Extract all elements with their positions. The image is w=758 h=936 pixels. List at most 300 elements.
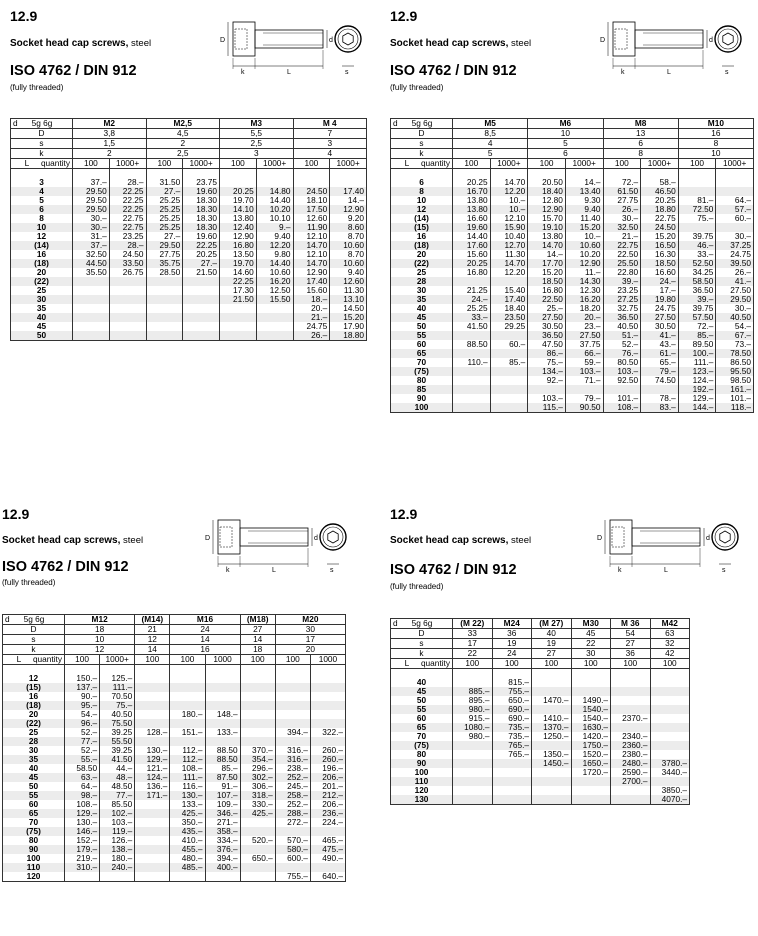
price-cell: 20.50 xyxy=(528,178,566,187)
standard-label: ISO 4762 / DIN 912 xyxy=(390,562,517,578)
price-cell: 108.– xyxy=(170,764,205,773)
size-header-row xyxy=(3,615,346,625)
price-row xyxy=(391,277,754,286)
price-cell: 23.25 xyxy=(603,286,641,295)
dimension-value: 21 xyxy=(135,625,170,635)
price-cell: 30.– xyxy=(716,304,754,313)
price-cell xyxy=(532,768,572,777)
price-cell: 61.– xyxy=(641,349,679,358)
price-row xyxy=(11,304,367,313)
price-cell: 63.– xyxy=(65,773,100,782)
price-cell xyxy=(100,872,135,882)
price-cell: 134.– xyxy=(528,367,566,376)
price-cell: 75.– xyxy=(100,701,135,710)
price-cell: 64.– xyxy=(716,196,754,205)
price-cell: 735.– xyxy=(492,732,532,741)
price-cell: 1630.– xyxy=(571,723,611,732)
price-row xyxy=(391,786,690,795)
spacer-cell xyxy=(716,169,754,179)
price-cell: 17.70 xyxy=(528,259,566,268)
price-cell xyxy=(205,692,240,701)
price-cell: 15.20 xyxy=(330,313,367,322)
price-cell xyxy=(135,800,170,809)
price-cell: 28.50 xyxy=(146,268,183,277)
length-cell: 50 xyxy=(11,331,73,341)
length-cell: 55 xyxy=(391,331,453,340)
price-cell: 18.20 xyxy=(565,304,603,313)
price-cell xyxy=(571,678,611,687)
price-cell xyxy=(109,322,146,331)
price-cell: 88.50 xyxy=(205,755,240,764)
price-cell: 129.– xyxy=(135,755,170,764)
dimension-value: 33 xyxy=(453,629,493,639)
length-cell: 60 xyxy=(3,800,65,809)
price-row xyxy=(391,795,690,805)
price-row xyxy=(391,322,754,331)
spacer-cell xyxy=(391,169,453,179)
price-cell xyxy=(275,683,310,692)
price-cell xyxy=(170,692,205,701)
length-cell: (18) xyxy=(391,241,453,250)
price-cell: 1540.– xyxy=(571,705,611,714)
grade-label: 12.9 xyxy=(390,8,418,24)
price-cell xyxy=(678,178,716,187)
price-cell: 2370.– xyxy=(611,714,651,723)
spacer-cell xyxy=(205,665,240,675)
quantity-label-cell: L quantity xyxy=(391,659,453,669)
price-cell: 27.50 xyxy=(641,313,679,322)
price-cell xyxy=(310,719,345,728)
price-cell: 39.25 xyxy=(100,728,135,737)
length-cell: 80 xyxy=(391,750,453,759)
price-cell: 12.90 xyxy=(220,232,257,241)
price-cell: 260.– xyxy=(310,755,345,764)
price-cell xyxy=(146,277,183,286)
dimension-value: 45 xyxy=(571,629,611,639)
length-cell: 130 xyxy=(391,795,453,805)
price-cell: 18.50 xyxy=(528,277,566,286)
price-row xyxy=(391,376,754,385)
price-cell xyxy=(135,683,170,692)
price-cell: 52.– xyxy=(603,340,641,349)
price-cell: 22.25 xyxy=(220,277,257,286)
price-cell: 915.– xyxy=(453,714,493,723)
price-cell xyxy=(135,719,170,728)
price-cell xyxy=(310,701,345,710)
dimension-row-s xyxy=(11,139,367,149)
price-row xyxy=(11,277,367,286)
price-cell: 14.– xyxy=(528,250,566,259)
quantity-value: 1000+ xyxy=(716,159,754,169)
price-cell xyxy=(170,683,205,692)
price-cell: 1750.– xyxy=(571,741,611,750)
price-cell xyxy=(183,277,220,286)
price-cell: 25.25 xyxy=(146,196,183,205)
price-cell: 12.90 xyxy=(330,205,367,214)
length-cell: 40 xyxy=(391,678,453,687)
price-cell: 2380.– xyxy=(611,750,651,759)
dimension-value: 30 xyxy=(275,625,345,635)
dimension-label: s xyxy=(391,639,453,649)
price-cell: 101.– xyxy=(603,394,641,403)
dim-L-label: L xyxy=(667,69,671,76)
price-cell: 130.– xyxy=(135,746,170,755)
price-cell: 650.– xyxy=(240,854,275,863)
screw-diagram xyxy=(590,512,740,574)
spacer-cell xyxy=(100,665,135,675)
price-cell: 112.– xyxy=(170,755,205,764)
price-row xyxy=(11,313,367,322)
length-cell: 20 xyxy=(3,710,65,719)
price-cell: 14.40 xyxy=(256,196,293,205)
price-cell: 125.– xyxy=(100,674,135,683)
price-cell: 85.– xyxy=(678,331,716,340)
dimension-value: 24 xyxy=(492,649,532,659)
price-cell: 2590.– xyxy=(611,768,651,777)
price-cell xyxy=(275,719,310,728)
price-row xyxy=(391,196,754,205)
price-cell: 90.50 xyxy=(565,403,603,413)
price-row xyxy=(391,777,690,786)
price-cell: 111.– xyxy=(100,683,135,692)
dim-d-label: d xyxy=(314,535,318,542)
price-cell: 43.– xyxy=(641,340,679,349)
price-cell xyxy=(490,367,528,376)
price-row xyxy=(391,214,754,223)
spacer-cell xyxy=(256,169,293,179)
dimension-label: D xyxy=(391,129,453,139)
price-cell: 9.– xyxy=(256,223,293,232)
price-cell: 98.50 xyxy=(716,376,754,385)
dimension-label: D xyxy=(3,625,65,635)
thread-note: (fully threaded) xyxy=(10,83,64,92)
dim-s-label: s xyxy=(725,69,729,76)
price-cell xyxy=(183,304,220,313)
dim-D-label: D xyxy=(597,535,603,542)
screw-drawing xyxy=(198,512,348,579)
price-cell: 2340.– xyxy=(611,732,651,741)
price-row xyxy=(3,836,346,845)
price-cell: 39.– xyxy=(603,277,641,286)
dimension-label: D xyxy=(391,629,453,639)
dim-d-label: d xyxy=(5,614,10,624)
price-cell: 12.60 xyxy=(293,214,330,223)
price-cell xyxy=(490,403,528,413)
price-cell: 52.– xyxy=(65,728,100,737)
price-cell: 136.– xyxy=(135,782,170,791)
price-row xyxy=(3,818,346,827)
price-cell: 334.– xyxy=(205,836,240,845)
price-cell: 10.10 xyxy=(256,214,293,223)
length-cell: (15) xyxy=(3,683,65,692)
price-cell: 201.– xyxy=(310,782,345,791)
price-cell: 425.– xyxy=(170,809,205,818)
price-cell xyxy=(650,678,690,687)
price-cell: 755.– xyxy=(492,687,532,696)
length-cell: 65 xyxy=(3,809,65,818)
dim-d-label: d xyxy=(706,535,710,542)
price-cell xyxy=(611,678,651,687)
spacer-cell xyxy=(611,669,651,679)
price-cell: 20.25 xyxy=(453,259,491,268)
spacer-cell xyxy=(641,169,679,179)
price-cell: 3850.– xyxy=(650,786,690,795)
price-cell: 27.75 xyxy=(603,196,641,205)
price-cell xyxy=(109,313,146,322)
price-row xyxy=(11,268,367,277)
price-cell: 88.50 xyxy=(453,340,491,349)
price-cell: 12.70 xyxy=(490,241,528,250)
spacer-cell xyxy=(492,669,532,679)
price-cell: 85.50 xyxy=(100,800,135,809)
price-cell xyxy=(275,737,310,746)
price-cell xyxy=(532,741,572,750)
price-cell: 37.75 xyxy=(565,340,603,349)
dimension-label: k xyxy=(391,149,453,159)
price-row xyxy=(11,214,367,223)
dimension-value: 8,5 xyxy=(453,129,528,139)
price-cell: 72.– xyxy=(603,178,641,187)
dimension-value: 14 xyxy=(170,635,240,645)
spacer-cell xyxy=(678,169,716,179)
price-cell: 44.– xyxy=(100,764,135,773)
dimension-value: 5 xyxy=(453,149,528,159)
price-cell: 20.25 xyxy=(183,250,220,259)
size-header: M20 xyxy=(275,615,345,625)
price-cell xyxy=(310,737,345,746)
price-cell: 33.– xyxy=(453,313,491,322)
price-cell xyxy=(240,683,275,692)
price-cell: 10.20 xyxy=(565,250,603,259)
price-cell xyxy=(135,818,170,827)
price-cell: 36.50 xyxy=(528,331,566,340)
price-cell: 92.50 xyxy=(603,376,641,385)
price-cell xyxy=(453,768,493,777)
price-cell: 54.– xyxy=(65,710,100,719)
price-cell: 138.– xyxy=(100,845,135,854)
price-cell: 20.25 xyxy=(641,196,679,205)
price-cell: 12.40 xyxy=(220,223,257,232)
size-header: M6 xyxy=(528,119,603,129)
dimension-value: 2,5 xyxy=(146,149,220,159)
price-cell: 91.– xyxy=(205,782,240,791)
price-cell: 425.– xyxy=(240,809,275,818)
price-cell: 107.– xyxy=(205,791,240,800)
price-cell: 1450.– xyxy=(532,759,572,768)
price-row xyxy=(3,764,346,773)
price-cell: 150.– xyxy=(65,674,100,683)
price-row xyxy=(3,674,346,683)
price-cell: 480.– xyxy=(170,854,205,863)
price-cell: 410.– xyxy=(170,836,205,845)
price-cell xyxy=(650,741,690,750)
price-cell xyxy=(310,863,345,872)
price-row xyxy=(3,755,346,764)
price-cell: 15.50 xyxy=(256,295,293,304)
quantity-value: 1000+ xyxy=(256,159,293,169)
price-cell: 66.– xyxy=(565,349,603,358)
spacer-row xyxy=(391,669,690,679)
price-cell xyxy=(532,777,572,786)
price-cell: 96.– xyxy=(65,719,100,728)
price-row xyxy=(3,710,346,719)
price-row xyxy=(3,845,346,854)
spacer-cell xyxy=(532,669,572,679)
length-cell: 65 xyxy=(391,349,453,358)
price-cell xyxy=(293,178,330,187)
price-cell xyxy=(135,710,170,719)
price-cell: 19.80 xyxy=(641,295,679,304)
dim-d-label: d xyxy=(393,118,398,128)
price-cell: 24.75 xyxy=(716,250,754,259)
price-row xyxy=(391,268,754,277)
price-cell: 58.– xyxy=(641,178,679,187)
price-cell: 21.50 xyxy=(220,295,257,304)
price-cell: 28.– xyxy=(109,241,146,250)
price-row xyxy=(391,705,690,714)
price-cell: 322.– xyxy=(310,728,345,737)
dimension-row-k xyxy=(3,645,346,655)
price-cell xyxy=(109,295,146,304)
quantity-value: 100 xyxy=(135,655,170,665)
price-cell: 20.25 xyxy=(453,178,491,187)
price-cell xyxy=(650,687,690,696)
price-cell: 22.75 xyxy=(641,214,679,223)
length-cell: 12 xyxy=(3,674,65,683)
price-cell xyxy=(205,719,240,728)
price-cell: 258.– xyxy=(275,791,310,800)
length-cell: 40 xyxy=(3,764,65,773)
price-cell xyxy=(453,786,493,795)
length-cell: 120 xyxy=(391,786,453,795)
dim-D-label: D xyxy=(205,535,211,542)
price-cell xyxy=(73,313,110,322)
price-cell: 161.– xyxy=(716,385,754,394)
price-cell: 19.60 xyxy=(183,232,220,241)
price-cell xyxy=(571,795,611,805)
price-cell: 11.90 xyxy=(293,223,330,232)
price-cell: 37.– xyxy=(73,241,110,250)
dimension-value: 6 xyxy=(603,139,678,149)
price-cell xyxy=(453,349,491,358)
price-cell: 39.75 xyxy=(678,232,716,241)
price-cell: 133.– xyxy=(170,800,205,809)
price-row xyxy=(391,741,690,750)
length-cell: 45 xyxy=(391,313,453,322)
dimension-value: 18 xyxy=(240,645,275,655)
price-cell: 490.– xyxy=(310,854,345,863)
price-cell xyxy=(146,313,183,322)
price-cell: 11.30 xyxy=(490,250,528,259)
price-cell xyxy=(532,795,572,805)
price-cell xyxy=(275,863,310,872)
price-cell: 18.30 xyxy=(183,214,220,223)
price-cell: 58.50 xyxy=(65,764,100,773)
price-cell xyxy=(205,674,240,683)
price-cell xyxy=(135,674,170,683)
price-cell: 60.– xyxy=(490,340,528,349)
price-cell: 12.20 xyxy=(490,187,528,196)
product-title xyxy=(390,38,531,49)
length-cell: 50 xyxy=(391,696,453,705)
price-cell xyxy=(611,687,651,696)
price-cell: 206.– xyxy=(310,773,345,782)
price-cell: 36.50 xyxy=(603,313,641,322)
price-cell xyxy=(256,331,293,341)
price-cell xyxy=(490,349,528,358)
price-row xyxy=(391,696,690,705)
price-cell: 1420.– xyxy=(571,732,611,741)
quantity-row xyxy=(391,159,754,169)
price-cell: 124.– xyxy=(678,376,716,385)
price-cell xyxy=(565,385,603,394)
price-cell: 37.25 xyxy=(716,241,754,250)
price-cell: 12.20 xyxy=(256,241,293,250)
dim-L-label: L xyxy=(664,567,668,574)
price-cell: 86.– xyxy=(528,349,566,358)
dimension-value: 8 xyxy=(603,149,678,159)
price-cell: 21.50 xyxy=(183,268,220,277)
price-cell: 46.50 xyxy=(641,187,679,196)
price-cell xyxy=(135,701,170,710)
length-cell: (14) xyxy=(11,241,73,250)
price-cell xyxy=(183,331,220,341)
dimension-value: 2 xyxy=(146,139,220,149)
size-header: M2 xyxy=(73,119,147,129)
length-cell: 100 xyxy=(3,854,65,863)
price-cell: 394.– xyxy=(275,728,310,737)
quantity-value: 1000+ xyxy=(109,159,146,169)
price-cell: 12.50 xyxy=(256,286,293,295)
dimension-value: 42 xyxy=(650,649,690,659)
quantity-value: 100 xyxy=(240,655,275,665)
price-cell xyxy=(135,692,170,701)
price-cell xyxy=(240,728,275,737)
price-cell: 14.40 xyxy=(453,232,491,241)
spacer-cell xyxy=(565,169,603,179)
dimension-value: 16 xyxy=(170,645,240,655)
price-cell xyxy=(310,683,345,692)
price-row xyxy=(391,340,754,349)
price-row xyxy=(391,723,690,732)
spacer-cell xyxy=(146,169,183,179)
price-row xyxy=(391,750,690,759)
length-cell: 35 xyxy=(11,304,73,313)
price-cell: 151.– xyxy=(170,728,205,737)
quantity-value: 100 xyxy=(453,659,493,669)
price-cell: 33.– xyxy=(678,250,716,259)
length-cell: 30 xyxy=(11,295,73,304)
length-cell: 90 xyxy=(3,845,65,854)
price-row xyxy=(391,714,690,723)
price-cell: 15.60 xyxy=(453,250,491,259)
price-cell xyxy=(453,385,491,394)
price-cell xyxy=(183,286,220,295)
length-cell: 55 xyxy=(391,705,453,714)
price-cell: 316.– xyxy=(275,746,310,755)
price-cell xyxy=(603,385,641,394)
price-cell: 22.25 xyxy=(109,196,146,205)
price-cell xyxy=(240,845,275,854)
price-cell: 10.– xyxy=(565,232,603,241)
price-cell: 18.10 xyxy=(293,196,330,205)
price-cell: 14.70 xyxy=(490,259,528,268)
product-title-bold: Socket head cap screws, xyxy=(390,38,509,49)
screw-diagram xyxy=(593,14,743,76)
price-cell: 71.– xyxy=(565,376,603,385)
price-row xyxy=(391,304,754,313)
length-cell: 90 xyxy=(391,759,453,768)
